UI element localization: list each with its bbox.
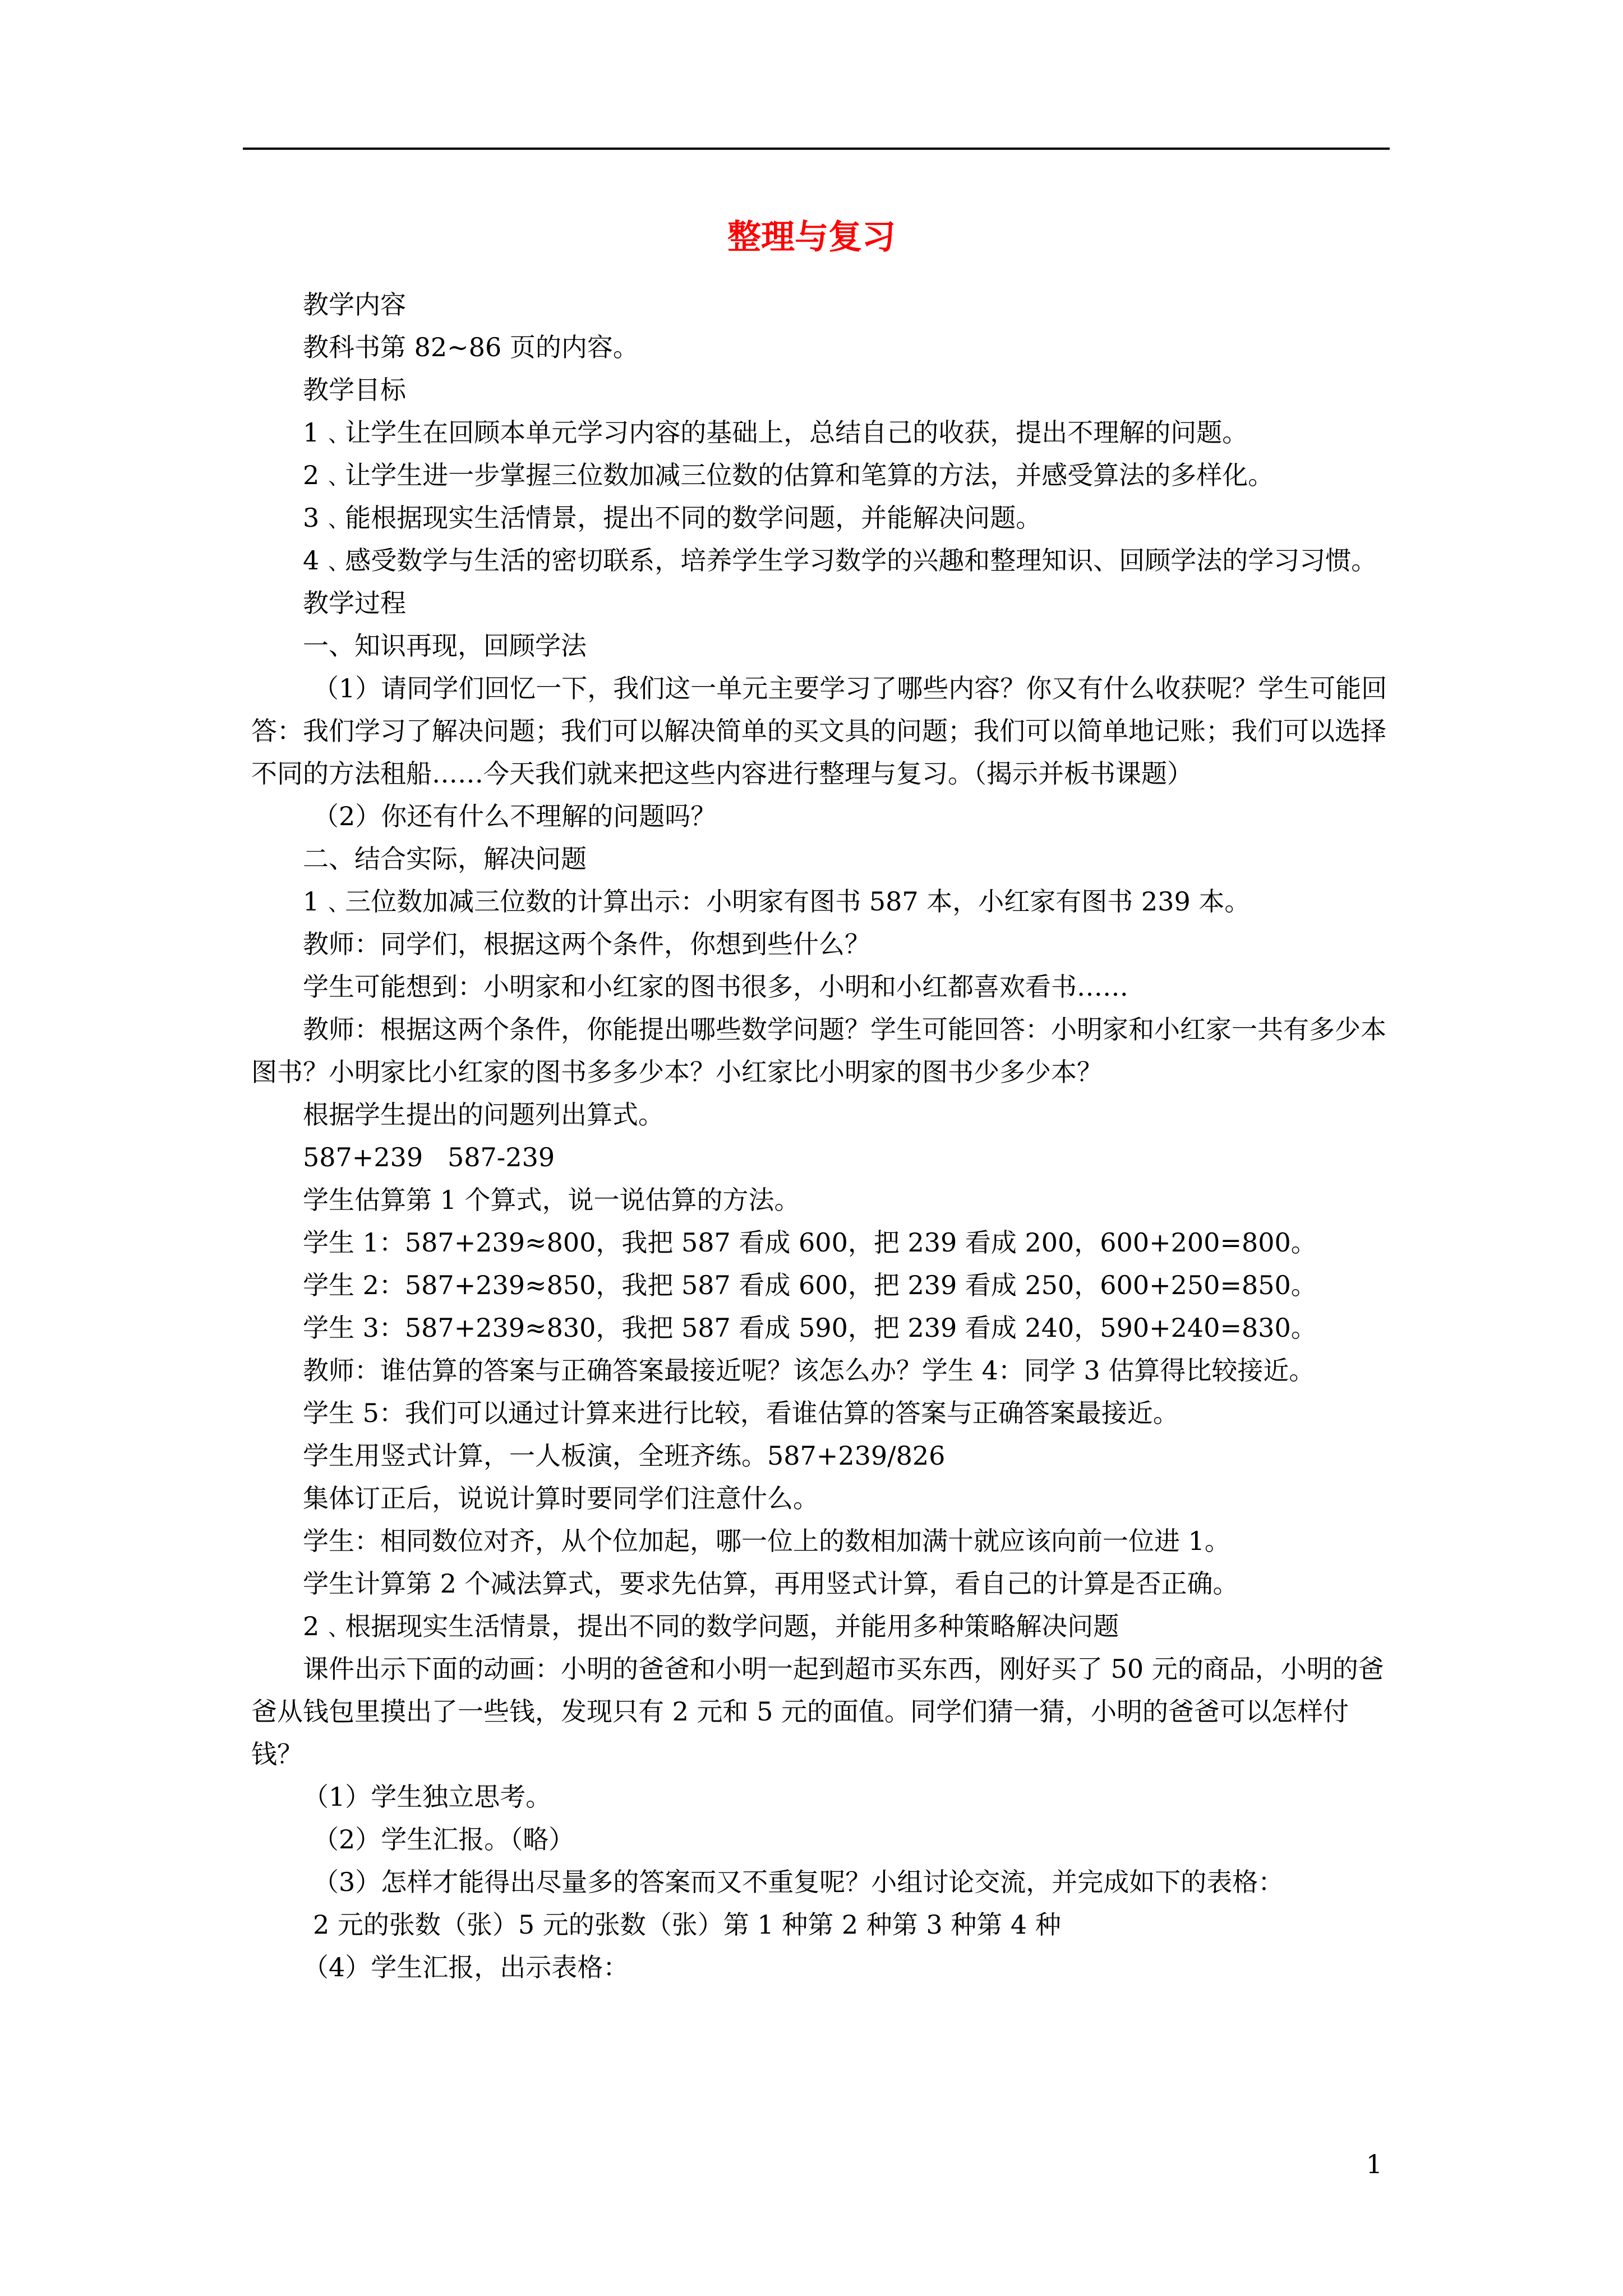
paragraph: （1）请同学们回忆一下，我们这一单元主要学习了哪些内容？你又有什么收获呢？学生可能回答：我们学习了解决问题；我们可以解决简单的买文具的问题；我们可以简单地记账；我们可以选择不同的方法租船……今天我们就来把这些内容进行整理与复习。（揭示并板书课题） bbox=[251, 673, 1387, 789]
document-body bbox=[251, 283, 1395, 1989]
paragraph: 1﹑让学生在回顾本单元学习内容的基础上，总结自己的收获，提出不理解的问题。 bbox=[303, 417, 1248, 448]
paragraph: 教学过程 bbox=[303, 588, 406, 618]
paragraph: 集体订正后，说说计算时要同学们注意什么。 bbox=[303, 1483, 819, 1513]
paragraph: 课件出示下面的动画：小明的爸爸和小明一起到超市买东西，刚好买了 50 元的商品，小明的爸爸从钱包里摸出了一些钱，发现只有 2 元和 5 元的面值。同学们猜一猜，小明的爸爸可以怎样付钱？ bbox=[251, 1654, 1384, 1769]
paragraph: 4﹑感受数学与生活的密切联系，培养学生学习数学的兴趣和整理知识、回顾学法的学习习惯。 bbox=[303, 545, 1377, 576]
paragraph: 学生 2：587+239≈850，我把 587 看成 600，把 239 看成 250，600+250=850。 bbox=[303, 1270, 1317, 1300]
paragraph: 教学目标 bbox=[303, 375, 406, 405]
paragraph: 学生估算第 1 个算式，说一说估算的方法。 bbox=[303, 1185, 800, 1215]
page-number: 1 bbox=[1366, 2149, 1382, 2179]
paragraph: 教师：同学们，根据这两个条件，你想到些什么？ bbox=[303, 929, 870, 959]
paragraph: 学生计算第 2 个减法算式，要求先估算，再用竖式计算，看自己的计算是否正确。 bbox=[303, 1568, 1239, 1599]
paragraph: 教师：根据这两个条件，你能提出哪些数学问题？学生可能回答：小明家和小红家一共有多少本图书？小明家比小红家的图书多多少本？小红家比小明家的图书少多少本？ bbox=[251, 1014, 1386, 1087]
paragraph: 学生用竖式计算，一人板演，全班齐练。587+239/826 bbox=[303, 1441, 946, 1471]
paragraph: 3﹑能根据现实生活情景，提出不同的数学问题，并能解决问题。 bbox=[303, 503, 1042, 533]
paragraph: 二、结合实际，解决问题 bbox=[303, 844, 587, 874]
header-rule bbox=[243, 148, 1390, 150]
paragraph: 教科书第 82~86 页的内容。 bbox=[303, 332, 639, 362]
paragraph: 学生可能想到：小明家和小红家的图书很多，小明和小红都喜欢看书…… bbox=[303, 972, 1128, 1002]
paragraph: 根据学生提出的问题列出算式。 bbox=[303, 1099, 664, 1130]
paragraph: 教师：谁估算的答案与正确答案最接近呢？该怎么办？学生 4：同学 3 估算得比较接近。 bbox=[303, 1355, 1315, 1386]
paragraph: （2）你还有什么不理解的问题吗？ bbox=[313, 801, 717, 831]
paragraph: （3）怎样才能得出尽量多的答案而又不重复呢？小组讨论交流，并完成如下的表格： bbox=[313, 1867, 1284, 1897]
paragraph: 2﹑让学生进一步掌握三位数加减三位数的估算和笔算的方法，并感受算法的多样化。 bbox=[303, 460, 1274, 490]
paragraph: 学生：相同数位对齐，从个位加起，哪一位上的数相加满十就应该向前一位进 1。 bbox=[303, 1526, 1230, 1556]
paragraph: 587+239 587-239 bbox=[303, 1142, 555, 1172]
paragraph: 一、知识再现，回顾学法 bbox=[303, 631, 587, 661]
page-title: 整理与复习 bbox=[727, 218, 896, 257]
paragraph: 教学内容 bbox=[303, 289, 406, 320]
paragraph: （1）学生独立思考。 bbox=[303, 1782, 552, 1812]
paragraph: 学生 1：587+239≈800，我把 587 看成 600，把 239 看成 200，600+200=800。 bbox=[303, 1227, 1317, 1258]
paragraph: （2）学生汇报。（略） bbox=[313, 1824, 575, 1855]
paragraph: 1﹑三位数加减三位数的计算出示：小明家有图书 587 本，小红家有图书 239 本。 bbox=[303, 886, 1251, 917]
paragraph: 学生 3：587+239≈830，我把 587 看成 590，把 239 看成 240，590+240=830。 bbox=[303, 1313, 1317, 1343]
paragraph: 2 元的张数（张）5 元的张数（张）第 1 种第 2 种第 3 种第 4 种 bbox=[313, 1910, 1061, 1940]
paragraph: 学生 5：我们可以通过计算来进行比较，看谁估算的答案与正确答案最接近。 bbox=[303, 1398, 1179, 1428]
paragraph: （4）学生汇报，出示表格： bbox=[303, 1952, 629, 1982]
paragraph: 2﹑根据现实生活情景，提出不同的数学问题，并能用多种策略解决问题 bbox=[303, 1611, 1119, 1641]
